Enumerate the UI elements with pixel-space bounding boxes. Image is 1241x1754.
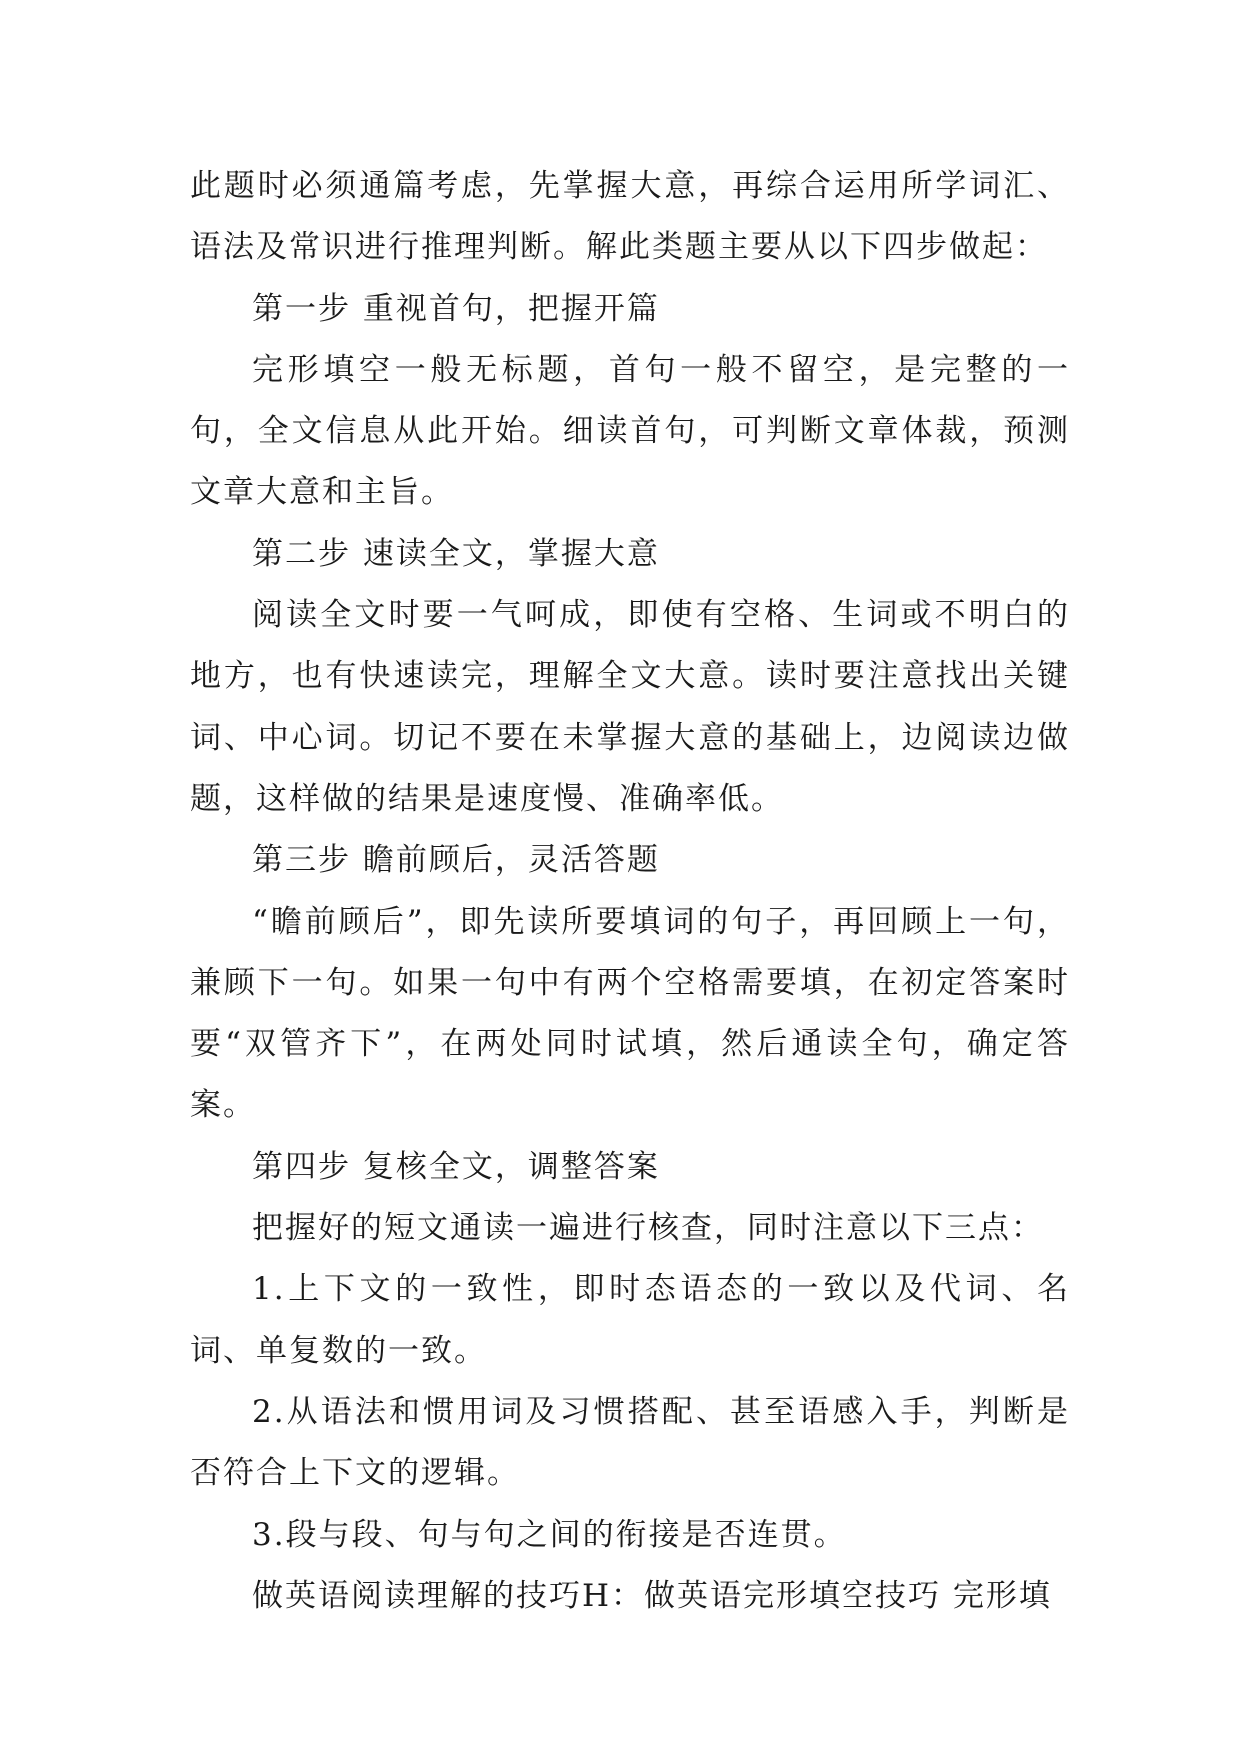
step-three-heading: 第三步 瞻前顾后，灵活答题 [252, 842, 660, 879]
checklist-item-3: 3.段与段、句与句之间的衔接是否连贯。 [252, 1516, 847, 1553]
step-one-heading: 第一步 重视首句，把握开篇 [252, 290, 660, 327]
document-body [190, 156, 1070, 1627]
checklist-item-2: 2.从语法和惯用词及习惯搭配、甚至语感入手，判断是否符合上下文的逻辑。 [190, 1393, 1070, 1492]
step-one-body: 完形填空一般无标题，首句一般不留空，是完整的一句，全文信息从此开始。细读首句，可判断文章体裁，预测文章大意和主旨。 [190, 351, 1070, 511]
step-four-heading: 第四步 复核全文，调整答案 [252, 1148, 660, 1185]
step-two-heading: 第二步 速读全文，掌握大意 [252, 535, 660, 572]
paragraph-intro-continuation: 此题时必须通篇考虑，先掌握大意，再综合运用所学词汇、语法及常识进行推理判断。解此类题主要从以下四步做起： [190, 168, 1070, 266]
step-two-body: 阅读全文时要一气呵成，即使有空格、生词或不明白的地方，也有快速读完，理解全文大意。读时要注意找出关键词、中心词。切记不要在未掌握大意的基础上，边阅读边做题，这样做的结果是速度慢、准确率低。 [190, 597, 1070, 817]
trailing-section-line: 做英语阅读理解的技巧H：做英语完形填空技巧 完形填 [252, 1577, 1052, 1614]
checklist-item-1: 1.上下文的一致性，即时态语态的一致以及代词、名词、单复数的一致。 [190, 1271, 1070, 1369]
step-four-body: 把握好的短文通读一遍进行核查，同时注意以下三点： [252, 1210, 1044, 1247]
step-three-body: “瞻前顾后”，即先读所要填词的句子，再回顾上一句，兼顾下一句。如果一句中有两个空格需要填，在初定答案时要“双管齐下”，在两处同时试填，然后通读全句，确定答案。 [190, 903, 1070, 1124]
